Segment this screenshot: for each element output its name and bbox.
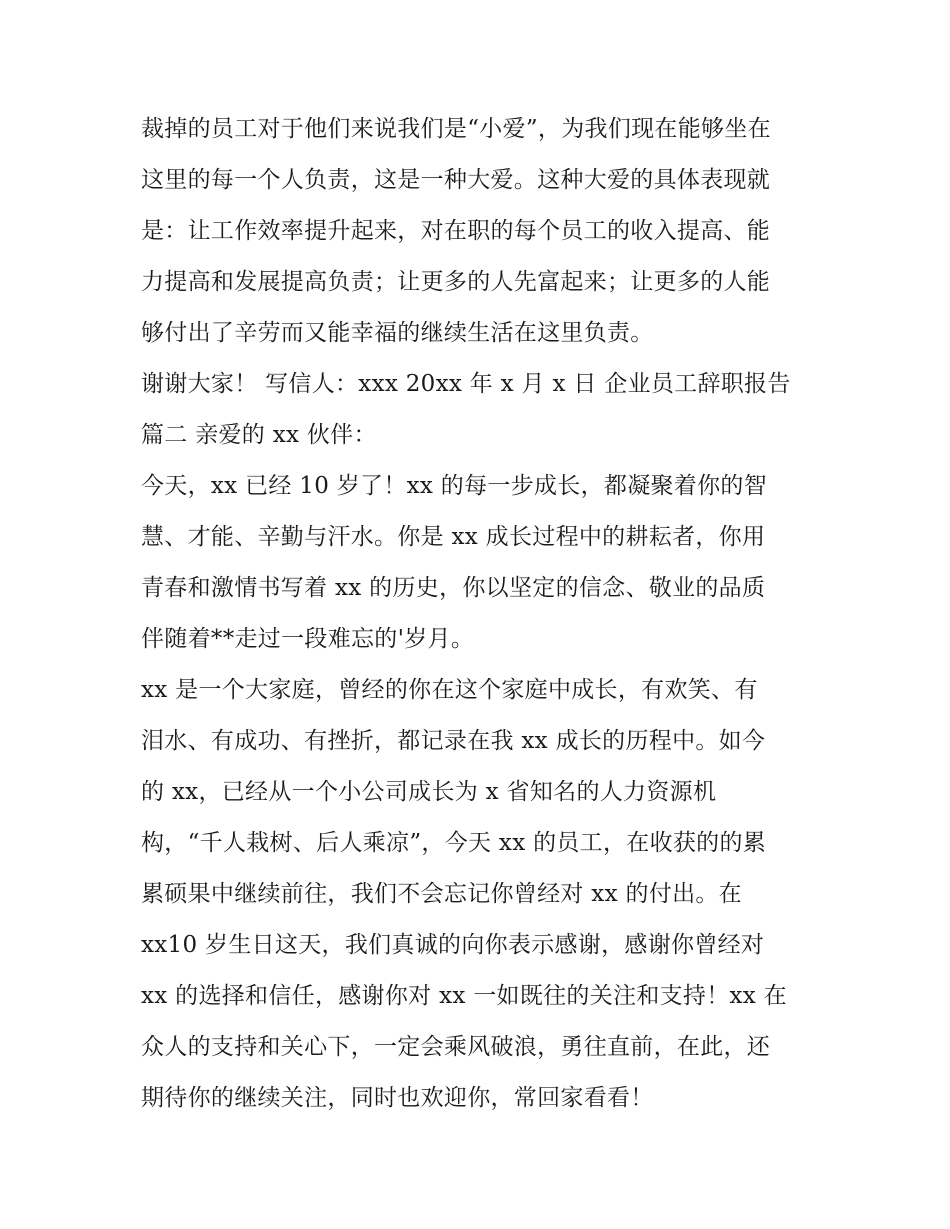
text-line: xx 是一个大家庭，曾经的你在这个家庭中成长，有欢笑、有 — [141, 677, 758, 703]
text-line: 众人的支持和关心下，一定会乘风破浪，勇往直前，在此，还 — [141, 1034, 771, 1060]
text-line: 青春和激情书写着 xx 的历史，你以坚定的信念、敬业的品质 — [141, 575, 766, 601]
text-line: 裁掉的员工对于他们来说我们是“小爱”，为我们现在能够坐在 — [141, 116, 771, 142]
text-line: xx10 岁生日这天，我们真诚的向你表示感谢，感谢你曾经对 — [141, 932, 765, 958]
text-line: 这里的每一个人负责，这是一种大爱。这种大爱的具体表现就 — [141, 167, 771, 193]
text-line: 构，“千人栽树、后人乘凉”，今天 xx 的员工，在收获的的累 — [141, 830, 767, 856]
text-line: 伴随着**走过一段难忘的'岁月。 — [141, 626, 475, 652]
text-line: xx 的选择和信任，感谢你对 xx 一如既往的关注和支持！xx 在 — [141, 983, 787, 1009]
text-line: 泪水、有成功、有挫折，都记录在我 xx 成长的历程中。如今 — [141, 728, 766, 754]
text-line: 力提高和发展提高负责；让更多的人先富起来；让更多的人能 — [141, 269, 771, 295]
section-heading: 篇二 亲爱的 xx 伙伴： — [141, 422, 377, 448]
text-line: 谢谢大家！ 写信人：xxx 20xx 年 x 月 x 日 企业员工辞职报告 — [141, 371, 791, 397]
text-line: 是：让工作效率提升起来，对在职的每个员工的收入提高、能 — [141, 218, 771, 244]
text-line: 的 xx，已经从一个小公司成长为 x 省知名的人力资源机 — [141, 779, 717, 805]
text-line: 今天，xx 已经 10 岁了！xx 的每一步成长，都凝聚着你的智 — [141, 473, 767, 499]
text-line: 累硕果中继续前往，我们不会忘记你曾经对 xx 的付出。在 — [141, 881, 742, 907]
text-line: 慧、才能、辛勤与汗水。你是 xx 成长过程中的耕耘者，你用 — [141, 524, 766, 550]
text-line: 够付出了辛劳而又能幸福的继续生活在这里负责。 — [141, 320, 654, 346]
text-line: 期待你的继续关注，同时也欢迎你，常回家看看！ — [141, 1085, 654, 1111]
